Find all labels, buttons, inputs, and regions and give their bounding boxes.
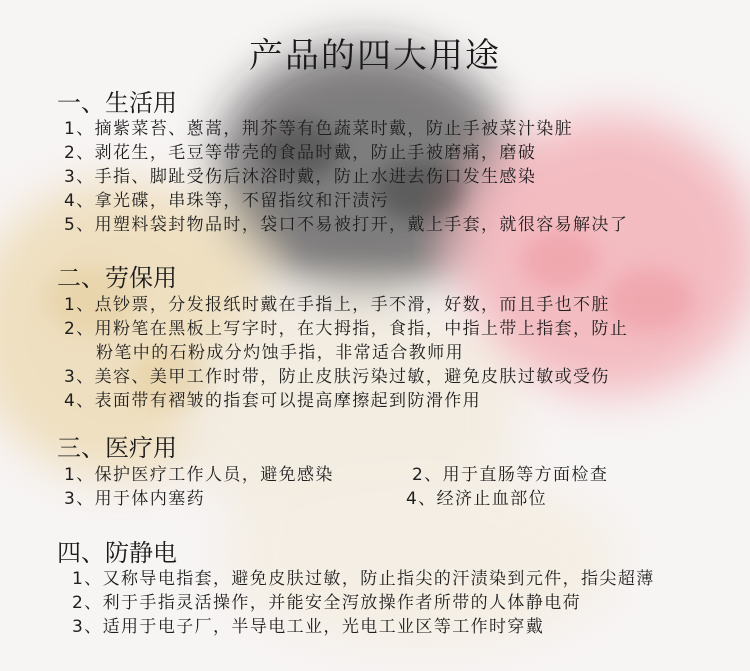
- list-item: 3、适用于电子厂，半导电工业，光电工业区等工作时穿戴: [72, 617, 545, 637]
- list-item: 1、保护医疗工作人员，避免感染: [64, 465, 334, 485]
- list-item: 3、美容、美甲工作时带，防止皮肤污染过敏，避免皮肤过敏或受伤: [64, 367, 610, 387]
- list-item: 2、用粉笔在黑板上写字时，在大拇指，食指，中指上带上指套，防止: [64, 319, 629, 339]
- list-item: 5、用塑料袋封物品时，袋口不易被打开，戴上手套，就很容易解决了: [64, 215, 629, 235]
- list-item: 4、经济止血部位: [406, 489, 548, 509]
- list-item: 3、手指、脚趾受伤后沐浴时戴，防止水进去伤口发生感染: [64, 167, 537, 187]
- list-item: 1、又称导电指套，避免皮肤过敏，防止指尖的汗渍染到元件，指尖超薄: [72, 569, 655, 589]
- list-item: 4、拿光碟，串珠等，不留指纹和汗渍污: [64, 191, 390, 211]
- section-heading-daily-use: 一、生活用: [57, 89, 177, 117]
- page-title: 产品的四大用途: [249, 36, 501, 76]
- list-item-continuation: 粉笔中的石粉成分灼蚀手指，非常适合教师用: [96, 343, 464, 363]
- list-item: 2、用于直肠等方面检查: [412, 465, 609, 485]
- list-item: 3、用于体内塞药: [64, 489, 206, 509]
- list-item: 2、剥花生，毛豆等带壳的食品时戴，防止手被磨痛，磨破: [64, 143, 537, 163]
- list-item: 2、利于手指灵活操作，并能安全泻放操作者所带的人体静电荷: [72, 593, 582, 613]
- section-heading-labor-protection: 二、劳保用: [57, 264, 177, 292]
- list-item: 4、表面带有褶皱的指套可以提高摩擦起到防滑作用: [64, 391, 482, 411]
- list-item: 1、点钞票，分发报纸时戴在手指上，手不滑，好数，而且手也不脏: [64, 295, 610, 315]
- section-heading-anti-static: 四、防静电: [57, 539, 177, 567]
- section-heading-medical-use: 三、医疗用: [57, 434, 177, 462]
- list-item: 1、摘紫菜苔、蔥蒿，荆芥等有色蔬菜时戴，防止手被菜汁染脏: [64, 119, 574, 139]
